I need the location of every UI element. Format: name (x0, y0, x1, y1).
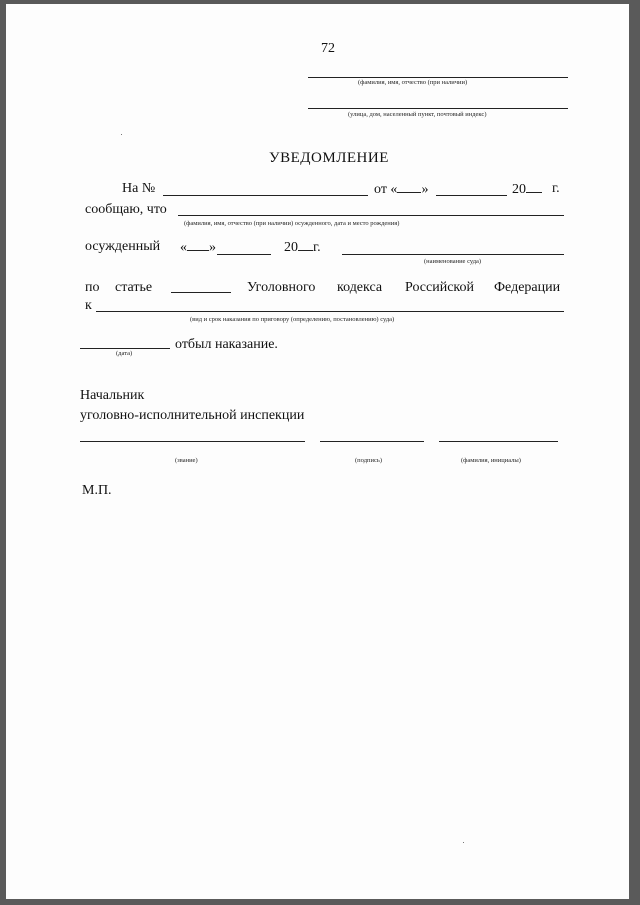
conviction-month-field (217, 254, 271, 255)
year-field (526, 181, 542, 193)
rank-caption: (звание) (175, 457, 198, 464)
surname-initials-field (439, 441, 558, 442)
recipient-fio-caption: (фамилия, имя, отчество (при наличии) (358, 79, 468, 86)
stamp-place: М.П. (82, 483, 112, 498)
signature-field (320, 441, 424, 442)
article-po: по (85, 280, 100, 295)
criminal-word: Уголовного (247, 280, 316, 295)
page-number: 72 (321, 41, 335, 56)
head-org: уголовно-исполнительной инспекции (80, 408, 305, 423)
court-name-field (342, 254, 564, 255)
signature-caption: (подпись) (355, 457, 382, 464)
federation-word: Федерации (494, 280, 561, 295)
year-prefix: 20 (512, 182, 526, 197)
article-number-field (171, 292, 231, 293)
year-suffix: г. (313, 240, 321, 255)
document-page (6, 4, 629, 899)
served-date-field (80, 348, 170, 349)
reference-number-label: На № (122, 181, 156, 196)
convicted-label: осужденный (85, 239, 161, 254)
russian-word: Российской (405, 280, 474, 295)
sentence-caption: (вид и срок наказания по приговору (определению, постановлению) суда) (190, 316, 395, 323)
day-field (397, 181, 421, 193)
court-name-caption: (наименование суда) (424, 258, 482, 265)
rank-field (80, 441, 305, 442)
reference-date-label (374, 181, 428, 198)
conviction-date (180, 239, 216, 256)
year-prefix: 20 (284, 240, 298, 255)
sentence-k: к (85, 298, 92, 313)
quote-close: » (209, 240, 216, 255)
article-label: статье (115, 280, 153, 295)
recipient-address-caption: (улица, дом, населенный пункт, почтовый индекс) (348, 111, 487, 118)
month-field (436, 195, 507, 196)
surname-initials-caption: (фамилия, инициалы) (461, 457, 521, 464)
conviction-year (284, 239, 321, 256)
served-text: отбыл наказание. (175, 337, 278, 352)
served-date-caption: (дата) (116, 350, 133, 357)
convict-details-field (178, 215, 564, 216)
scan-speck (121, 134, 122, 135)
recipient-fio-line (308, 77, 568, 78)
quote-open: « (180, 240, 187, 255)
conviction-year-field (298, 239, 313, 251)
from-label: от « (374, 182, 398, 197)
convict-details-caption: (фамилия, имя, отчество (при наличии) осужденного, дата и место рождения) (184, 220, 400, 227)
conviction-day-field (187, 239, 209, 251)
reference-number-field (163, 195, 368, 196)
inform-text: сообщаю, что (85, 202, 167, 217)
sentence-field (96, 311, 564, 312)
recipient-address-line (308, 108, 568, 109)
scan-speck (463, 842, 464, 843)
code-word: кодекса (337, 280, 383, 295)
head-title: Начальник (80, 388, 145, 403)
reference-year (512, 181, 542, 198)
year-suffix: г. (552, 181, 560, 196)
document-title: УВЕДОМЛЕНИЕ (269, 150, 389, 166)
quote-close: » (421, 182, 429, 197)
